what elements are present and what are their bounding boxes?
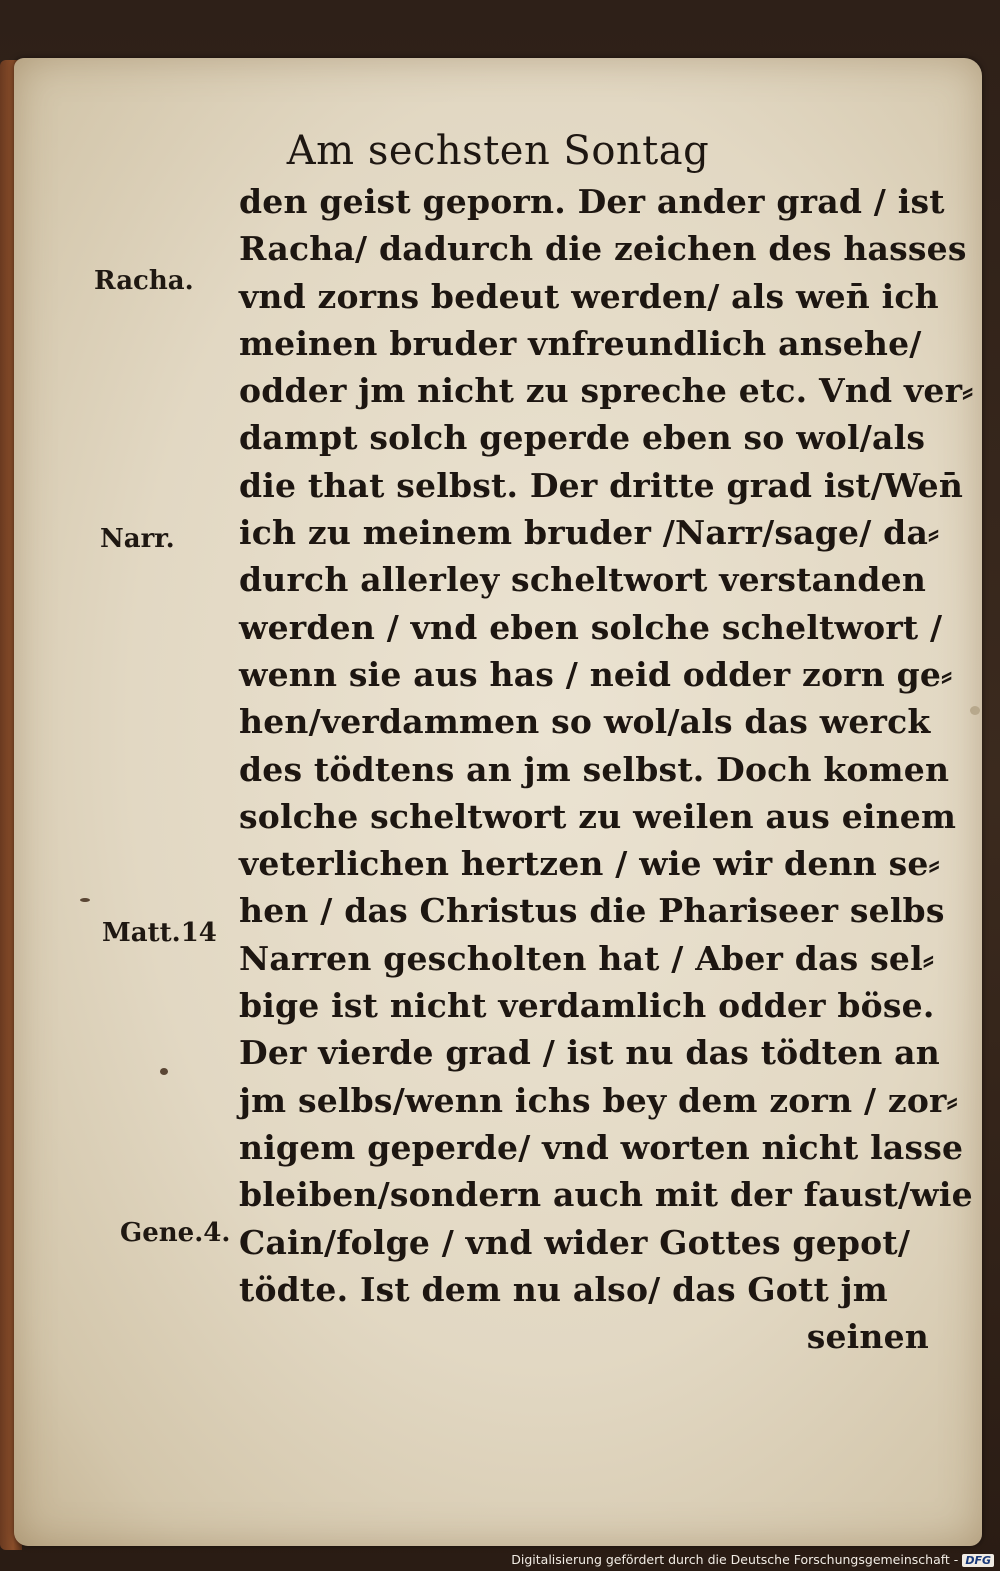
text-line: ich zu meinem bruder /Narr/sage/ da⸗ <box>239 513 940 553</box>
credit-text: Digitalisierung gefördert durch die Deutsche Forschungsgemeinschaft - <box>511 1552 959 1567</box>
text-line: veterlichen hertzen / wie wir denn se⸗ <box>239 844 940 884</box>
paper-stain <box>970 706 980 715</box>
margin-note-racha: Racha. <box>94 266 194 296</box>
margin-note-matt: Matt.14 <box>102 918 217 948</box>
text-line: bleiben/sondern auch mit der faust/wie <box>239 1175 973 1215</box>
ink-speck <box>160 1068 168 1075</box>
dfg-logo: DFG <box>962 1554 994 1567</box>
book-page <box>14 58 982 1546</box>
digitization-credit <box>511 1552 994 1567</box>
text-line: meinen bruder vnfreundlich ansehe/ <box>239 323 922 363</box>
running-title: Am sechsten Sontag <box>286 128 710 174</box>
text-line: den geist geporn. Der ander grad / ist <box>239 182 945 221</box>
text-line: des tödtens an jm selbst. Doch komen <box>239 749 950 789</box>
text-line: Racha/ dadurch die zeichen des hasses <box>239 229 967 269</box>
text-line: solche scheltwort zu weilen aus einem <box>239 796 957 836</box>
text-line: Der vierde grad / ist nu das tödten an <box>239 1033 940 1073</box>
text-line: jm selbs/wenn ichs bey dem zorn / zor⸗ <box>239 1080 958 1120</box>
text-line: die that selbst. Der dritte grad ist/Wen̄ <box>239 465 964 505</box>
text-line: dampt solch geperde eben so wol/als <box>239 418 926 458</box>
text-line: tödte. Ist dem nu also/ das Gott jm <box>239 1269 888 1309</box>
text-line: durch allerley scheltwort verstanden <box>239 560 927 600</box>
text-line: hen / das Christus die Phariseer selbs <box>239 891 945 931</box>
text-line: wenn sie aus has / neid odder zorn ge⸗ <box>239 654 953 694</box>
text-line: nigem geperde/ vnd worten nicht lasse <box>239 1127 964 1167</box>
ink-speck <box>80 898 90 902</box>
text-line: werden / vnd eben solche scheltwort / <box>239 607 943 647</box>
text-line: Narren gescholten hat / Aber das sel⸗ <box>239 938 935 978</box>
text-line: vnd zorns bedeut werden/ als wen̄ ich <box>239 276 939 316</box>
catchword: seinen <box>806 1317 929 1357</box>
text-line: odder jm nicht zu spreche etc. Vnd ver⸗ <box>239 371 974 411</box>
margin-note-narr: Narr. <box>100 524 175 554</box>
text-line: Cain/folge / vnd wider Gottes gepot/ <box>239 1222 911 1262</box>
margin-note-gene: Gene.4. <box>120 1218 231 1248</box>
text-line: hen/verdammen so wol/als das werck <box>239 702 931 742</box>
text-line: bige ist nicht verdamlich odder böse. <box>239 986 935 1026</box>
main-text-block <box>239 178 974 1360</box>
